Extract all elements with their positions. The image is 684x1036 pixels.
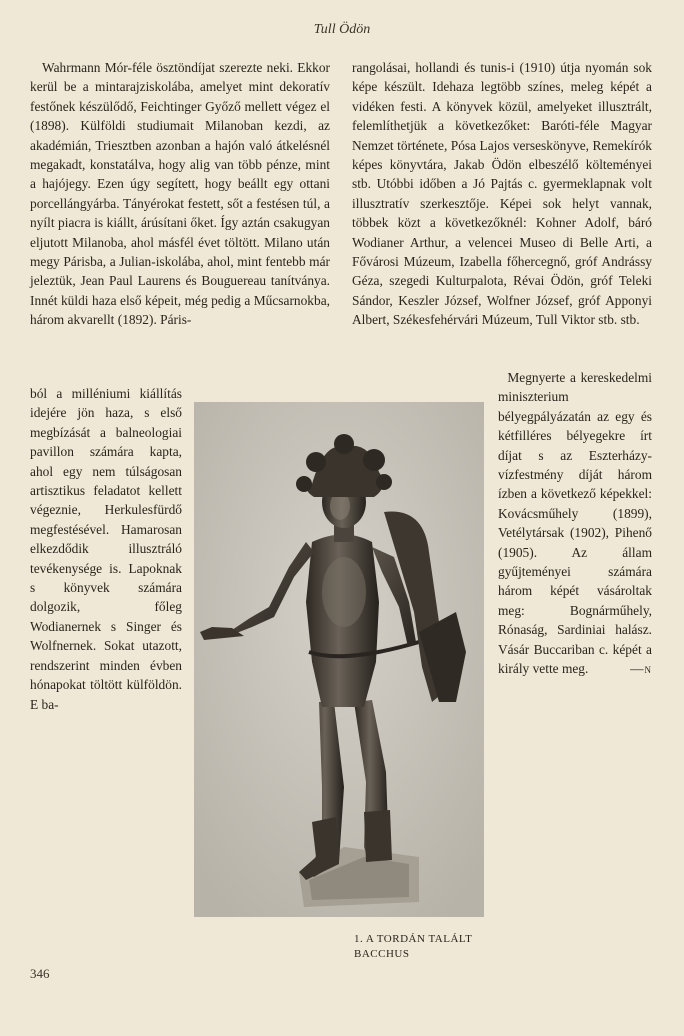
paragraph: ból a milléniumi kiállítás idejére jön haza, s első megbízását a balneologiai pavillon számára kapta, ahol egy nem túlságosan artisztikus feladatot kellett végeznie, Herkulesfürdő megfestésével. Hamarosan elkezdődik illusztráló tevékenysége is. Lapoknak s könyvek számára dolgozik, főleg Wodianernek s Singer és Wolfnernek. Sokat utazott, rendszerint minden évben hónapokat töltött külföldön. E ba- bbox=[30, 386, 182, 712]
left-column-narrow bbox=[30, 384, 182, 714]
figure-caption bbox=[354, 932, 574, 962]
statue-illustration bbox=[194, 402, 484, 917]
author-signature: —n bbox=[630, 661, 652, 677]
paragraph: rangolásai, hollandi és tunis-i (1910) útja nyomán sok képe készült. Idehaza legtöbb színes, meleg képét a vidéken festi. A könyvek közül, amelyeket illusztrált, felemlíthetjük a következőket: Baróti-féle Magyar Nemzet története, Pósa Lajos verseskönyve, Remekírók képes könyvtára, Jakab Ödön elbeszélő költeményei stb. Utóbbi időben a Jó Pajtás c. gyermeklapnak volt illusztratív szerkesztője. Képei sok helyt vannak, többek közt a következőknél: Kohner Adolf, báró Wodianer Arthur, a velencei Museo di Belle Arti, a Fővárosi Múzeum, Izabella főhercegnő, gróf Andrássy Géza, szegedi Kulturpalota, Révai Ödön, gróf Teleki Sándor, Keszler József, Wolfner József, gróf Apponyi Albert, Székesfehérvári Múzeum, Tull Viktor stb. stb. bbox=[352, 60, 652, 328]
caption-line: BACCHUS bbox=[354, 948, 410, 960]
right-column-narrow bbox=[498, 368, 652, 679]
caption-line: 1. A TORDÁN TALÁLT bbox=[354, 933, 473, 945]
running-head: Tull Ödön bbox=[313, 22, 371, 37]
paragraph bbox=[498, 368, 652, 679]
left-column-top bbox=[30, 58, 330, 330]
right-column-top bbox=[352, 58, 652, 330]
paragraph: Wahrmann Mór-féle ösztöndíjat szerezte neki. Ekkor kerül be a mintarajziskolába, amelyet mint dekoratív festőnek készülődő, Feichtinger Győző mellett végez el (1898). Külföldi studiumait Milanoban kezdi, az akadémián, Triesztben azonban a hajón való átkelésnél megakadt, konstatálva, hogy alig van több pénze, mint a hajójegy. Ezen úgy segített, hogy beállt egy ottani porcellángyárba. Tányérokat festett, sőt a festésen túl, a nyílt piacra is kiállt, árúsítani őket. Így aztán csakugyan eljutott Milanoba, ahol másfél évet töltött. Milano után megy Párisba, a Julian-iskolába, ahol, mint fentebb már jeleztük, Jean Paul Laurens és Bouguereau tanítványa. Innét küldi haza első képeit, még pedig a Műcsarnokba, három akvarellt (1892). Páris- bbox=[30, 60, 330, 328]
page-number: 346 bbox=[30, 966, 50, 981]
bacchus-statue-photo bbox=[194, 402, 484, 917]
paragraph-text: Megnyerte a kereskedelmi miniszterium bélyegpályázatán az egy és kétfilléres bélyegekre írt díjat s az Eszterházy-vízfestmény díját három ízben a következő képekkel: Kovácsműhely (1899), Vetélytársak (1902), Pihenő (1905). Az állam gyűjteményei számára három képét vásároltak meg: Bognárműhely, Rónaság, Sardiniai halász. Vásár Buccariban c. képét a király vette meg. bbox=[498, 370, 652, 677]
